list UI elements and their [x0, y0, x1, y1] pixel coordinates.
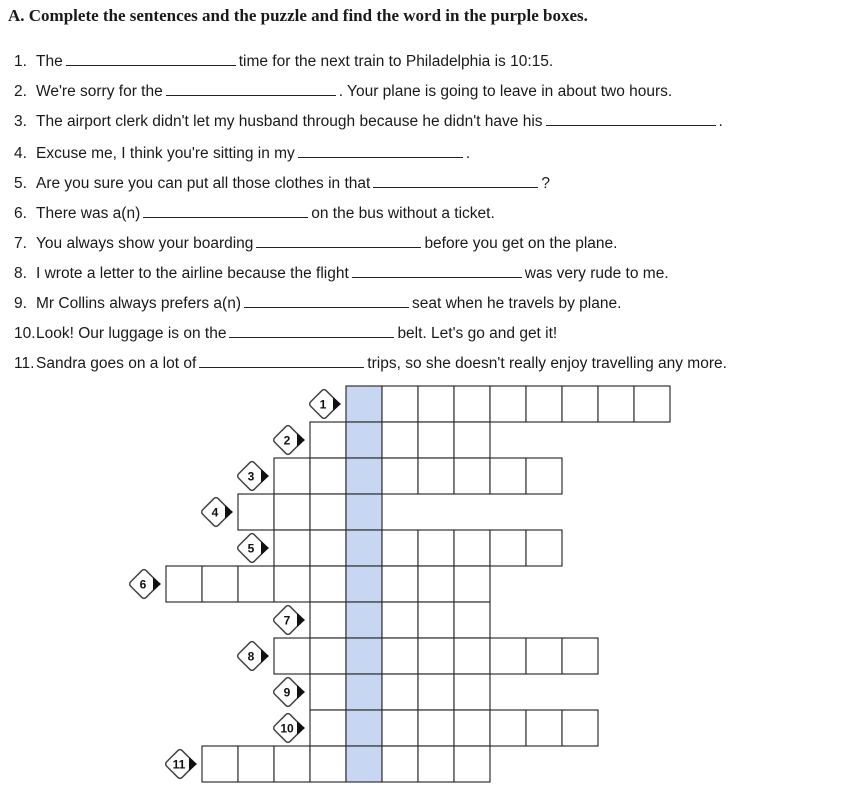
- key-cell[interactable]: [346, 566, 382, 602]
- clue-marker: [164, 748, 197, 779]
- key-cell[interactable]: [346, 422, 382, 458]
- letter-cell[interactable]: [238, 566, 274, 602]
- sentence-text-before: You always show your boarding: [36, 235, 254, 252]
- letter-cell[interactable]: [418, 458, 454, 494]
- letter-cell[interactable]: [382, 710, 418, 746]
- letter-cell[interactable]: [418, 638, 454, 674]
- crossword-row-11: [164, 746, 490, 782]
- sentence-text-after: time for the next train to Philadelphia is 10:15.: [238, 53, 554, 70]
- clue-marker: [200, 496, 233, 527]
- sentence-number: 1.: [14, 53, 27, 70]
- sentence-text-after: on the bus without a ticket.: [311, 205, 495, 222]
- letter-cell[interactable]: [454, 746, 490, 782]
- letter-cell[interactable]: [418, 710, 454, 746]
- clue-marker: [236, 640, 269, 671]
- letter-cell[interactable]: [310, 494, 346, 530]
- clue-number: 2: [283, 433, 291, 448]
- letter-cell[interactable]: [382, 386, 418, 422]
- letter-cell[interactable]: [526, 710, 562, 746]
- letter-cell[interactable]: [274, 530, 310, 566]
- letter-cell[interactable]: [490, 458, 526, 494]
- crossword-row-8: [236, 638, 598, 674]
- clue-marker: [272, 604, 305, 635]
- clue-marker: [128, 568, 161, 599]
- letter-cell[interactable]: [382, 530, 418, 566]
- clue-marker: [236, 532, 269, 563]
- arrow-right-icon: [189, 757, 197, 771]
- crossword-row-10: [272, 710, 598, 746]
- letter-cell[interactable]: [310, 746, 346, 782]
- sentence-number: 8.: [14, 265, 27, 282]
- key-cell[interactable]: [346, 494, 382, 530]
- letter-cell[interactable]: [382, 746, 418, 782]
- clue-number: 6: [139, 577, 147, 592]
- letter-cell[interactable]: [202, 566, 238, 602]
- sentence-text-before: The: [36, 53, 63, 70]
- letter-cell[interactable]: [454, 566, 490, 602]
- sentence-text-before: I wrote a letter to the airline because the flight: [36, 265, 349, 282]
- clue-number: 1: [319, 397, 327, 412]
- letter-cell[interactable]: [562, 638, 598, 674]
- letter-cell[interactable]: [454, 386, 490, 422]
- clue-number: 8: [247, 649, 255, 664]
- letter-cell[interactable]: [310, 530, 346, 566]
- key-cell[interactable]: [346, 386, 382, 422]
- sentence-text-after: . Your plane is going to leave in about two hours.: [338, 83, 673, 100]
- sentence-number: 4.: [14, 145, 27, 162]
- sentence-number: 7.: [14, 235, 27, 252]
- letter-cell[interactable]: [310, 458, 346, 494]
- sentence-text-after: was very rude to me.: [524, 265, 669, 282]
- crossword-row-5: [236, 530, 562, 566]
- letter-cell[interactable]: [418, 746, 454, 782]
- letter-cell[interactable]: [490, 710, 526, 746]
- letter-cell[interactable]: [454, 638, 490, 674]
- letter-cell[interactable]: [238, 494, 274, 530]
- letter-cell[interactable]: [454, 458, 490, 494]
- letter-cell[interactable]: [526, 638, 562, 674]
- letter-cell[interactable]: [562, 710, 598, 746]
- letter-cell[interactable]: [166, 566, 202, 602]
- key-cell[interactable]: [346, 458, 382, 494]
- letter-cell[interactable]: [274, 566, 310, 602]
- letter-cell[interactable]: [382, 566, 418, 602]
- letter-cell[interactable]: [274, 458, 310, 494]
- sentence-text-before: Sandra goes on a lot of: [36, 355, 197, 372]
- arrow-right-icon: [261, 469, 269, 483]
- letter-cell[interactable]: [382, 602, 418, 638]
- sentence-text-before: The airport clerk didn't let my husband through because he didn't have his: [36, 113, 543, 130]
- crossword-row-1: [308, 386, 670, 422]
- sentence-text-after: ?: [541, 175, 550, 192]
- crossword-row-3: [236, 458, 562, 494]
- sentence-text-before: Mr Collins always prefers a(n): [36, 295, 241, 312]
- clue-marker: [308, 388, 341, 419]
- letter-cell[interactable]: [310, 566, 346, 602]
- sentence-text-before: Excuse me, I think you're sitting in my: [36, 145, 295, 162]
- key-cell[interactable]: [346, 710, 382, 746]
- key-cell[interactable]: [346, 746, 382, 782]
- sentence-number: 11.: [14, 355, 35, 372]
- sentence-number: 2.: [14, 83, 27, 100]
- letter-cell[interactable]: [418, 422, 454, 458]
- sentence-text-before: There was a(n): [36, 205, 141, 222]
- letter-cell[interactable]: [238, 746, 274, 782]
- clue-number: 4: [211, 505, 219, 520]
- clue-marker: [236, 460, 269, 491]
- letter-cell[interactable]: [598, 386, 634, 422]
- clue-marker: [272, 712, 305, 743]
- crossword-row-9: [272, 674, 490, 710]
- letter-cell[interactable]: [454, 422, 490, 458]
- clue-number: 10: [280, 721, 294, 736]
- clue-number: 11: [172, 757, 186, 772]
- key-cell[interactable]: [346, 602, 382, 638]
- clue-marker: [272, 676, 305, 707]
- letter-cell[interactable]: [274, 494, 310, 530]
- letter-cell[interactable]: [418, 530, 454, 566]
- letter-cell[interactable]: [382, 674, 418, 710]
- letter-cell[interactable]: [274, 746, 310, 782]
- clue-number: 3: [247, 469, 255, 484]
- arrow-right-icon: [297, 433, 305, 447]
- letter-cell[interactable]: [526, 458, 562, 494]
- key-cell[interactable]: [346, 638, 382, 674]
- arrow-right-icon: [297, 721, 305, 735]
- crossword-row-2: [272, 422, 490, 458]
- letter-cell[interactable]: [526, 530, 562, 566]
- letter-cell[interactable]: [526, 386, 562, 422]
- letter-cell[interactable]: [418, 602, 454, 638]
- letter-cell[interactable]: [310, 422, 346, 458]
- exercise-heading: A. Complete the sentences and the puzzle and find the word in the purple boxes.: [8, 6, 588, 25]
- sentence-text-after: belt. Let's go and get it!: [397, 325, 558, 342]
- sentence-text-after: .: [718, 113, 723, 130]
- letter-cell[interactable]: [310, 674, 346, 710]
- letter-cell[interactable]: [490, 530, 526, 566]
- sentence-number: 5.: [14, 175, 27, 192]
- letter-cell[interactable]: [418, 674, 454, 710]
- arrow-right-icon: [225, 505, 233, 519]
- letter-cell[interactable]: [382, 422, 418, 458]
- letter-cell[interactable]: [454, 674, 490, 710]
- sentence-text-before: We're sorry for the: [36, 83, 163, 100]
- letter-cell[interactable]: [310, 710, 346, 746]
- crossword-row-4: [200, 494, 382, 530]
- arrow-right-icon: [261, 541, 269, 555]
- arrow-right-icon: [261, 649, 269, 663]
- arrow-right-icon: [153, 577, 161, 591]
- letter-cell[interactable]: [382, 638, 418, 674]
- key-cell[interactable]: [346, 530, 382, 566]
- clue-number: 5: [247, 541, 255, 556]
- crossword-row-7: [272, 602, 490, 638]
- letter-cell[interactable]: [310, 638, 346, 674]
- arrow-right-icon: [297, 613, 305, 627]
- sentence-text-after: before you get on the plane.: [424, 235, 618, 252]
- letter-cell[interactable]: [454, 602, 490, 638]
- letter-cell[interactable]: [382, 458, 418, 494]
- sentence-text-before: Look! Our luggage is on the: [36, 325, 227, 342]
- letter-cell[interactable]: [562, 386, 598, 422]
- key-cell[interactable]: [346, 674, 382, 710]
- letter-cell[interactable]: [454, 530, 490, 566]
- clue-number: 9: [283, 685, 291, 700]
- clue-number: 7: [283, 613, 291, 628]
- letter-cell[interactable]: [310, 602, 346, 638]
- letter-cell[interactable]: [202, 746, 238, 782]
- sentence-number: 6.: [14, 205, 27, 222]
- letter-cell[interactable]: [418, 386, 454, 422]
- arrow-right-icon: [297, 685, 305, 699]
- crossword-row-6: [128, 566, 490, 602]
- sentence-number: 10.: [14, 325, 36, 342]
- sentence-text-after: .: [465, 145, 471, 162]
- letter-cell[interactable]: [634, 386, 670, 422]
- letter-cell[interactable]: [274, 638, 310, 674]
- arrow-right-icon: [333, 397, 341, 411]
- sentence-text-before: Are you sure you can put all those clothes in that: [36, 175, 371, 192]
- sentence-number: 3.: [14, 113, 27, 130]
- letter-cell[interactable]: [418, 566, 454, 602]
- letter-cell[interactable]: [454, 710, 490, 746]
- clue-marker: [272, 424, 305, 455]
- sentence-text-after: seat when he travels by plane.: [412, 295, 622, 312]
- sentence-text-after: trips, so she doesn't really enjoy travelling any more.: [367, 355, 727, 372]
- letter-cell[interactable]: [490, 386, 526, 422]
- sentence-number: 9.: [14, 295, 27, 312]
- letter-cell[interactable]: [490, 638, 526, 674]
